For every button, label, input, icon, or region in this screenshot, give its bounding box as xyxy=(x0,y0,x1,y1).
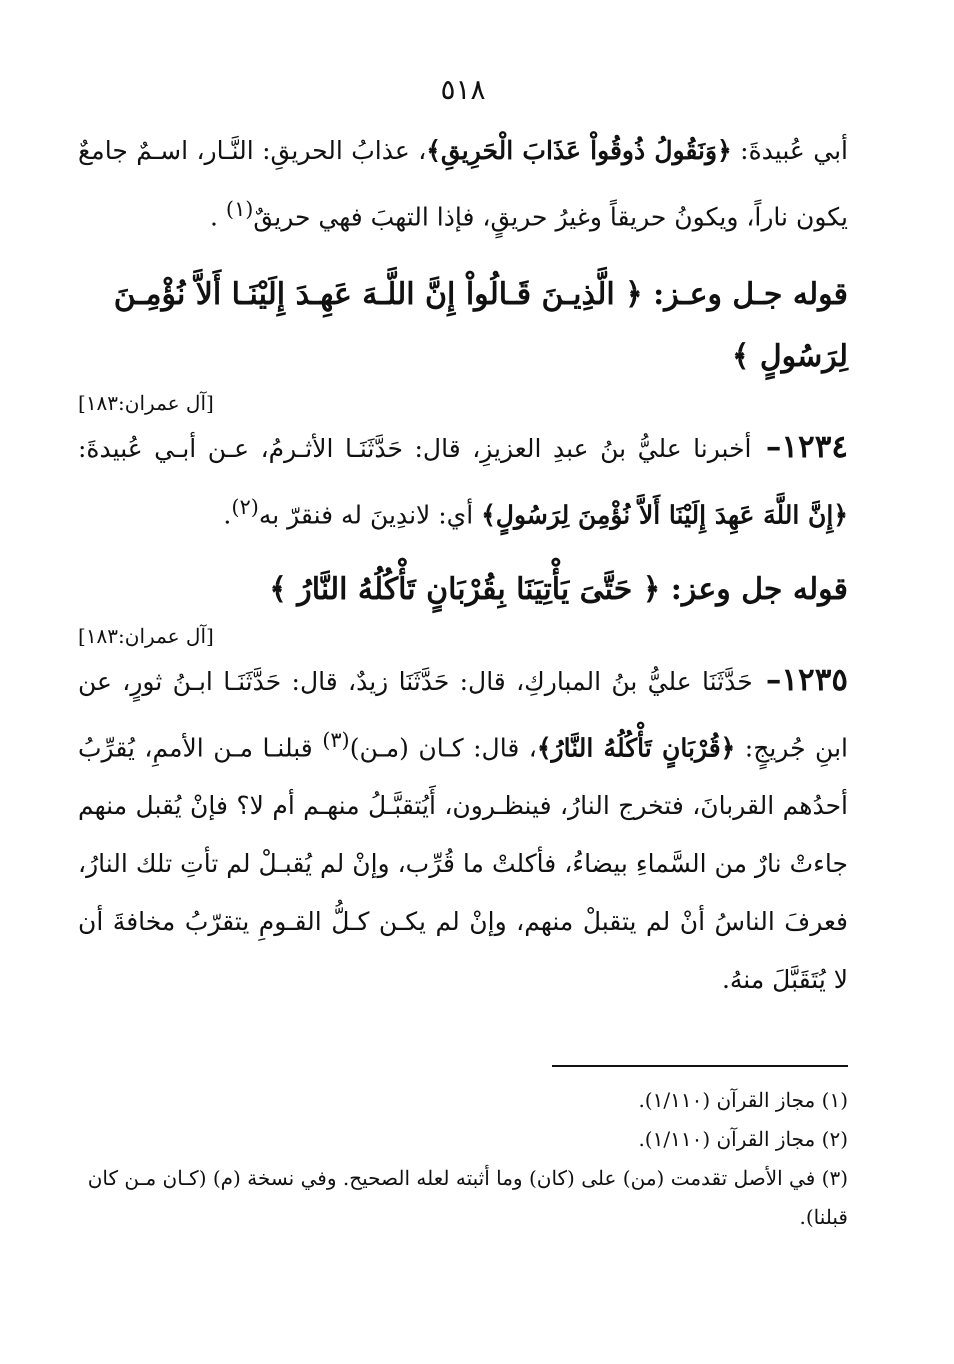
heading-2-label: قوله جل وعز: xyxy=(660,571,848,607)
hadith-1234-text-b: أي: لاندِينَ له فنقرّ به xyxy=(258,500,482,530)
document-page xyxy=(78,70,848,1340)
hadith-1234-text-c: . xyxy=(223,500,232,530)
hadith-1235-text-b: ، قال: كـان (مـن) xyxy=(349,732,537,762)
hadith-1234-paragraph xyxy=(78,418,848,544)
intro-quran-verse: ﴿وَنَقُولُ ذُوقُواْ عَذَابَ الْحَرِيقِ﴾ xyxy=(426,136,732,165)
footnote-marker-2: (٢) xyxy=(231,495,259,520)
hadith-1234-text-a: أخبرنا عليُّ بنُ عبدِ العزيزِ، قال: حَدَّثَنَـا الأثـرمُ، عـن أبـي عُبيدةَ: xyxy=(78,434,752,464)
footnote-marker-3: (٣) xyxy=(322,727,350,752)
section-heading-2 xyxy=(78,559,848,621)
footnote-divider xyxy=(552,1065,848,1067)
intro-paragraph xyxy=(78,122,848,246)
intro-text-a: أبي عُبيدةَ: xyxy=(731,136,848,165)
hadith-1234-quran-verse: ﴿إِنَّ اللَّهَ عَهِدَ إِلَيْنَا أَلاَّ نُؤْمِنَ لِرَسُولٍ﴾ xyxy=(481,500,848,530)
hadith-1235-quran-verse: ﴿قُرْبَانٍ تَأْكُلُهُ النَّارُ﴾ xyxy=(536,732,736,762)
intro-text-c: . xyxy=(210,202,226,232)
intro-text-b: ، عذابُ الحريقِ: النَّـار، اسـمٌ جامعٌ يكون ناراً، ويكونُ حريقاً وغيرُ حريقٍ، فإذا التهبَ فهي حريقٌ xyxy=(78,136,848,232)
heading-1-label: قوله جـل وعـز: xyxy=(642,277,848,313)
hadith-number-1234: ١٢٣٤– xyxy=(751,429,848,466)
hadith-1235-text-a: حَدَّثَنَا عليُّ بنُ المباركِ، قال: حَدَّثَنَا زيدٌ، قال: حَدَّثَنَـا ابـنُ ثورٍ، عن ابنِ جُريجٍ: xyxy=(78,666,848,762)
heading-2-verse: ﴿ حَتَّىَ يَأْتِيَنَا بِقُرْبَانٍ تَأْكُلُهُ النَّارُ ﴾ xyxy=(269,571,661,607)
footnote-marker-1: (١) xyxy=(225,197,254,221)
footnote-3: (٣) في الأصل تقدمت (من) على (كان) وما أثبته لعله الصحيح. وفي نسخة (م) (كـان مـن كان قبلنا). xyxy=(87,1165,848,1229)
section-heading-1 xyxy=(78,264,848,388)
hadith-1235-text-c: قبلنـا مـن الأممِ، يُقرِّبُ أحدُهم القربانَ، فتخرج النارُ، فينظـرون، أَيُتقبَّـلُ منهـم أم لا؟ فإنْ يُقبل منهم جاءتْ نارٌ من السَّماءِ بيضاءُ، فأكلتْ ما قُرِّب، وإنْ لم يُقبـلْ لم تأتِ تلك النارُ، فعرفَ الناسُ أنْ لم يتقبلْ منهم، وإنْ لم يكـن كـلُّ القـومِ يتقرّبُ مخافةَ أن لا يُتَقَبَّلَ منهُ. xyxy=(78,732,848,994)
footnote-1: (١) مجاز القرآن (١/١١٠). xyxy=(638,1087,848,1112)
footnote-2: (٢) مجاز القرآن (١/١١٠). xyxy=(638,1126,848,1151)
verse-reference-2: [آل عمران:١٨٣] xyxy=(78,623,214,648)
hadith-1235-paragraph xyxy=(78,651,848,1009)
verse-reference-1: [آل عمران:١٨٣] xyxy=(78,391,214,416)
heading-1-verse: ﴿ الَّذِيـنَ قَـالُواْ إِنَّ اللَّـهَ عَهِـدَ إِلَيْنَـا أَلاَّ نُؤْمِـنَ لِرَسُولٍ ﴾ xyxy=(113,277,848,375)
hadith-number-1235: ١٢٣٥– xyxy=(752,661,849,698)
page-number: ٥١٨ xyxy=(440,73,486,106)
